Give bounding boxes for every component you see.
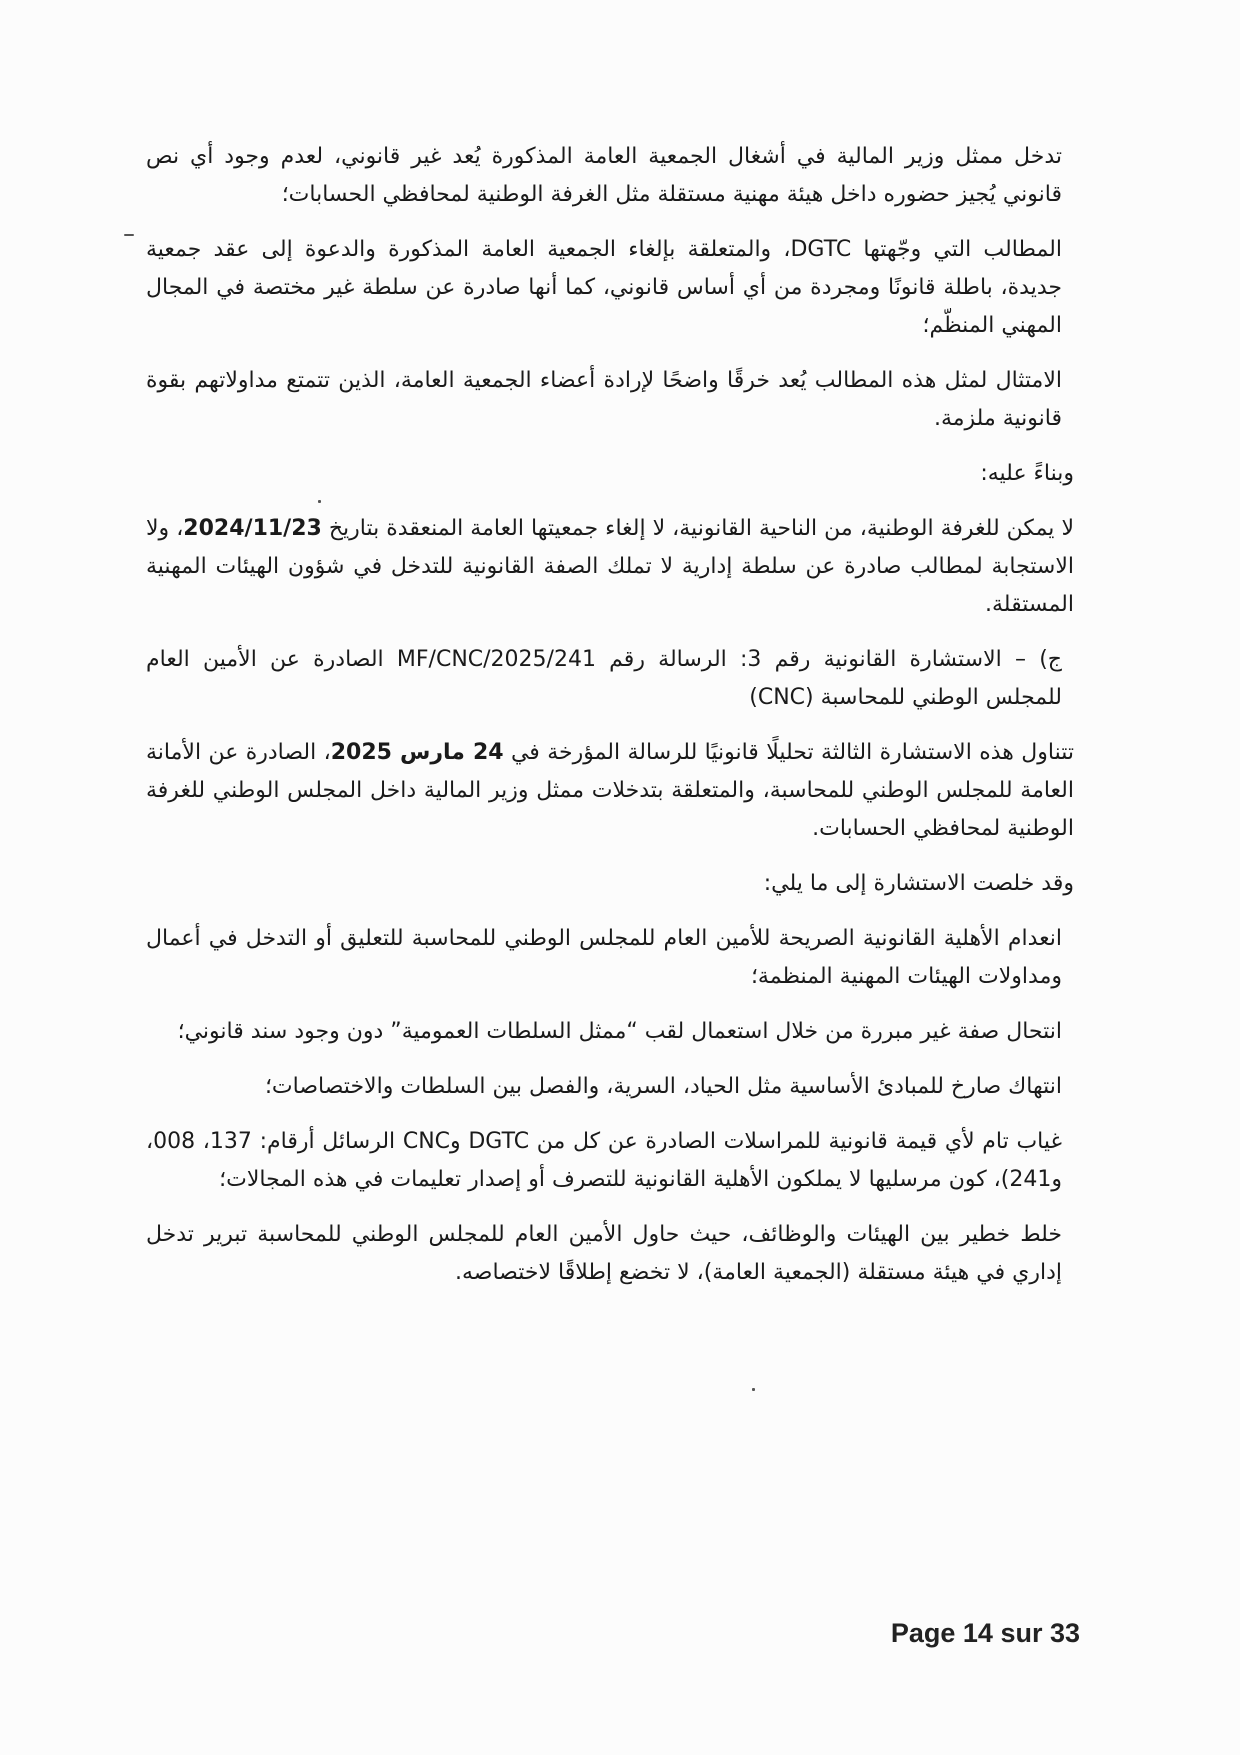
finding-lack-of-competence: انعدام الأهلية القانونية الصريحة للأمين العام للمجلس الوطني للمحاسبة للتعليق أو التدخل في أعمال ومداولات الهيئات المهنية المنظمة؛ (146, 926, 1062, 989)
conclusion-text-after: ، ولا الاستجابة لمطالب صادرة عن سلطة إدارية لا تملك الصفة القانونية للتدخل في شؤون الهيئات المهنية المستقلة. (146, 516, 1074, 617)
paragraph-accordingly: وبناءً عليه: (980, 461, 1074, 486)
finding-usurped-title: انتحال صفة غير مبررة من خلال استعمال لقب “ممثل السلطات العمومية” دون وجود سند قانوني؛ (177, 1019, 1062, 1044)
assembly-date: 2024/11/23 (183, 516, 322, 541)
scan-mark (124, 234, 134, 236)
paragraph-finance-minister-intervention: تدخل ممثل وزير المالية في أشغال الجمعية العامة المذكورة يُعد غير قانوني، لعدم وجود أي نص قانوني يُجيز حضوره داخل هيئة مهنية مستقلة مثل الغرفة الوطنية لمحافظي الحسابات؛ (146, 144, 1062, 207)
conclusion-text-before: لا يمكن للغرفة الوطنية، من الناحية القانونية، لا إلغاء جمعيتها العامة المنعقدة بتاريخ (321, 516, 1074, 541)
finding-confusion-of-bodies: خلط خطير بين الهيئات والوظائف، حيث حاول الأمين العام للمجلس الوطني للمحاسبة تبرير تدخل إداري في هيئة مستقلة (الجمعية العامة)، لا تخضع إطلاقًا لاختصاصه. (146, 1222, 1062, 1285)
paragraph-compliance-violation: الامتثال لمثل هذه المطالب يُعد خرقًا واضحًا لإرادة أعضاء الجمعية العامة، الذين تتمتع مداولاتهم بقوة قانونية ملزمة. (146, 368, 1062, 431)
letter-date: 24 مارس 2025 (330, 740, 504, 765)
paragraph-findings-intro: وقد خلصت الاستشارة إلى ما يلي: (763, 871, 1074, 896)
intro-text-after: ، الصادرة عن الأمانة العامة للمجلس الوطني للمحاسبة، والمتعلقة بتدخلات ممثل وزير المالية داخل المجلس الوطني للغرفة الوطنية لمحافظي الحسابات. (146, 740, 1074, 841)
section-heading-consultation-3: ج) – الاستشارة القانونية رقم 3: الرسالة رقم MF/CNC/2025/241 الصادرة عن الأمين العام للمجلس الوطني للمحاسبة (CNC) (146, 647, 1063, 710)
scan-dot (318, 500, 321, 503)
finding-no-legal-value: غياب تام لأي قيمة قانونية للمراسلات الصادرة عن كل من DGTC وCNC الرسائل أرقام: 137، 008، و241)، كون مرسليها لا يملكون الأهلية القانونية للتصرف أو إصدار تعليمات في هذه المجالات؛ (146, 1129, 1063, 1192)
intro-text-before: تتناول هذه الاستشارة الثالثة تحليلًا قانونيًا للرسالة المؤرخة في (503, 740, 1074, 765)
paragraph-consultation-3-intro (146, 734, 1074, 848)
scan-dot (752, 1388, 755, 1391)
paragraph-conclusion-chamber (146, 510, 1074, 624)
paragraph-dgtc-demands: المطالب التي وجّهتها DGTC، والمتعلقة بإلغاء الجمعية العامة المذكورة والدعوة إلى عقد جمعية جديدة، باطلة قانونًا ومجردة من أي أساس قانوني، كما أنها صادرة عن سلطة غير مختصة في المجال المهني المنظّم؛ (146, 237, 1062, 338)
page-number: Page 14 sur 33 (890, 1618, 1080, 1648)
document-body (146, 138, 1074, 1309)
finding-principles-violation: انتهاك صارخ للمبادئ الأساسية مثل الحياد، السرية، والفصل بين السلطات والاختصاصات؛ (264, 1074, 1062, 1099)
